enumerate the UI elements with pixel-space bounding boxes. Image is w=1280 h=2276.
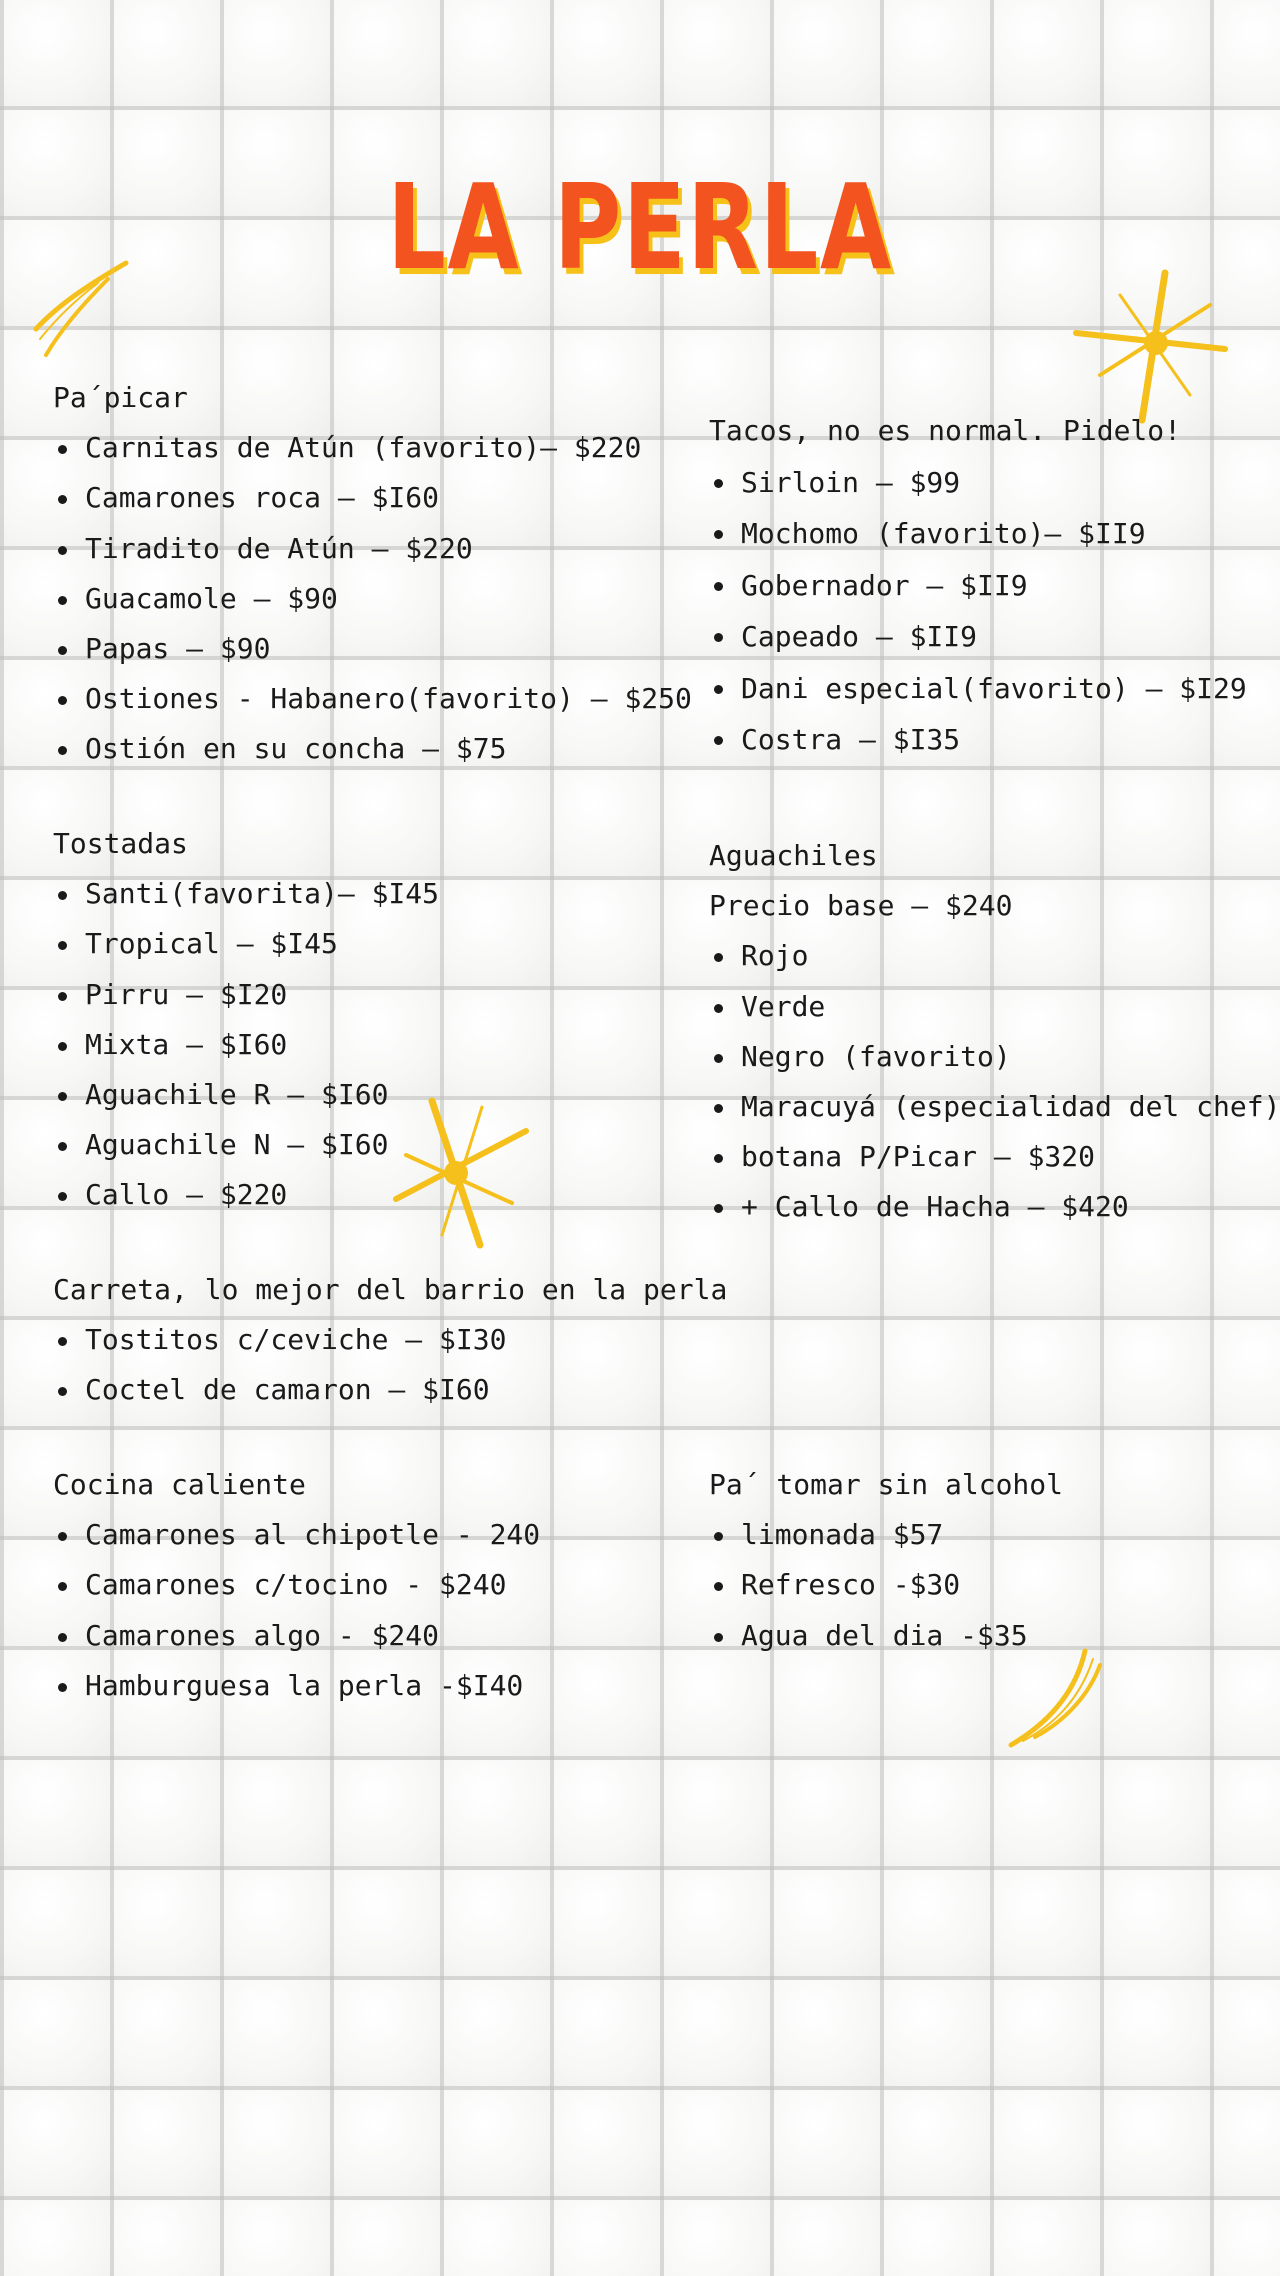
menu-item: + Callo de Hacha – $420 [709, 1182, 1280, 1232]
menu-item: Tiradito de Atún – $220 [53, 524, 692, 574]
menu-item: Camarones c/tocino - $240 [53, 1560, 540, 1610]
menu-item: Carnitas de Atún (favorito)– $220 [53, 423, 692, 473]
menu-item: Guacamole – $90 [53, 574, 692, 624]
menu-item: Verde [709, 982, 1280, 1032]
menu-item: Rojo [709, 931, 1280, 981]
menu-list [53, 869, 439, 1220]
section-papicar [53, 373, 692, 775]
menu-item: limonada $57 [709, 1510, 1063, 1560]
menu-item: Camarones algo - $240 [53, 1611, 540, 1661]
menu-item: Costra – $I35 [709, 714, 1247, 766]
section-carreta [53, 1265, 727, 1416]
section-aguachiles [709, 831, 1280, 1233]
menu-item: Refresco -$30 [709, 1560, 1063, 1610]
menu-item: Ostión en su concha – $75 [53, 724, 692, 774]
section-heading: Pa´ tomar sin alcohol [709, 1468, 1064, 1501]
menu-list [709, 931, 1280, 1232]
swoosh-icon [1005, 1645, 1115, 1755]
menu-item: Mixta – $I60 [53, 1020, 439, 1070]
page-title: LA PERLA [387, 158, 893, 296]
menu-item: Coctel de camaron – $I60 [53, 1365, 727, 1415]
section-tacos [709, 405, 1247, 766]
section-heading: Aguachiles [709, 839, 878, 872]
menu-list [709, 457, 1247, 766]
menu-item: Santi(favorita)– $I45 [53, 869, 439, 919]
section-tostadas [53, 819, 439, 1221]
menu-list [53, 1315, 727, 1415]
menu-list [53, 423, 692, 774]
section-heading: Cocina caliente [53, 1468, 306, 1501]
section-heading: Tostadas [53, 827, 188, 860]
swoosh-icon [28, 255, 138, 365]
menu-item: Tropical – $I45 [53, 919, 439, 969]
section-heading: Pa´picar [53, 381, 188, 414]
menu-item: Camarones roca – $I60 [53, 473, 692, 523]
menu-item: Callo – $220 [53, 1170, 439, 1220]
menu-item: Gobernador – $II9 [709, 560, 1247, 612]
menu-item: Aguachile N – $I60 [53, 1120, 439, 1170]
menu-item: botana P/Picar – $320 [709, 1132, 1280, 1182]
section-cocina-caliente [53, 1460, 540, 1711]
menu-list [53, 1510, 540, 1711]
menu-item: Agua del dia -$35 [709, 1611, 1063, 1661]
menu-item: Pirru – $I20 [53, 970, 439, 1020]
menu-item: Ostiones - Habanero(favorito) – $250 [53, 674, 692, 724]
menu-item: Tostitos c/ceviche – $I30 [53, 1315, 727, 1365]
menu-item: Papas – $90 [53, 624, 692, 674]
section-bebidas [709, 1460, 1063, 1661]
menu-item: Capeado – $II9 [709, 611, 1247, 663]
menu-list [709, 1510, 1063, 1661]
menu-item: Aguachile R – $I60 [53, 1070, 439, 1120]
section-heading: Carreta, lo mejor del barrio en la perla [53, 1273, 728, 1306]
menu-item: Mochomo (favorito)– $II9 [709, 508, 1247, 560]
menu-item: Maracuyá (especialidad del chef) [709, 1082, 1280, 1132]
menu-item: Hamburguesa la perla -$I40 [53, 1661, 540, 1711]
menu-item: Camarones al chipotle - 240 [53, 1510, 540, 1560]
menu-item: Dani especial(favorito) – $I29 [709, 663, 1247, 715]
base-price: Precio base – $240 [709, 889, 1013, 923]
menu-item: Negro (favorito) [709, 1032, 1280, 1082]
section-heading: Tacos, no es normal. Pidelo! [709, 414, 1182, 447]
menu-item: Sirloin – $99 [709, 457, 1247, 509]
